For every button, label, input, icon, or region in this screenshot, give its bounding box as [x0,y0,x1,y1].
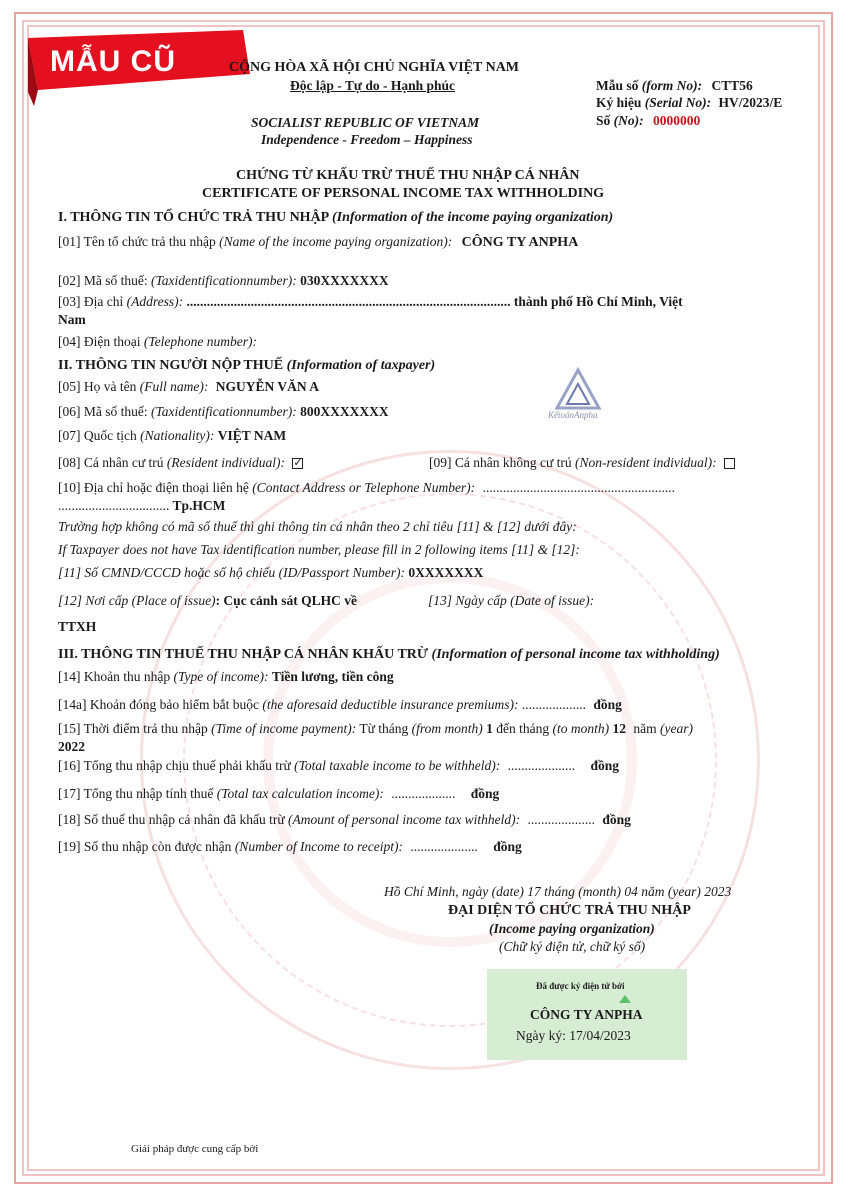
section-3-title: III. THÔNG TIN THUẾ THU NHẬP CÁ NHÂN KHẤU TRỪ [58,647,429,662]
field-14a-dots: ................... [521,697,587,712]
form-number-value: CTT56 [711,78,753,93]
section-3-title-en: (Information of personal income tax withholding) [431,647,720,662]
field-07-label: [07] Quốc tịch [58,428,141,443]
field-06-label-en: (Taxidentificationnumber): [150,404,297,419]
field-02 [58,272,389,289]
signature-box-date: Ngày ký: 17/04/2023 [516,1028,631,1043]
field-14a-label: [14a] Khoản đóng bảo hiểm bắt buộc [58,697,263,712]
field-18 [58,811,631,828]
anpha-logo-icon [553,366,603,416]
motto-vn: Độc lập - Tự do - Hạnh phúc [290,78,456,93]
serial-number [596,94,782,111]
section-3-heading [58,646,720,663]
field-19-label: [19] Số thu nhập còn được nhận [58,839,235,854]
field-12 [58,592,357,609]
section-2-title: II. THÔNG TIN NGƯỜI NỘP THUẾ [58,358,284,373]
signature-box-company: CÔNG TY ANPHA [530,1007,643,1022]
field-16-dots: .................... [507,758,576,773]
field-17-currency: đồng [470,786,500,801]
field-15-from-label-en: (from month) [411,721,483,736]
section-1-title: I. THÔNG TIN TỔ CHỨC TRẢ THU NHẬP [58,210,329,225]
field-10-dots-2: ................................. [58,498,170,513]
field-05-label-en: (Full name): [139,379,209,394]
title-en: CERTIFICATE OF PERSONAL INCOME TAX WITHHOLDING [202,186,605,201]
form-number-label-en: (form No): [641,78,703,93]
motto-en: Independence - Freedom – Happiness [261,132,473,147]
field-09-label-en: (Non-resident individual): [575,455,717,470]
field-02-label-en: (Taxidentificationnumber): [150,273,297,288]
field-06-value: 800XXXXXXX [300,404,389,419]
field-14a [58,696,622,713]
field-14a-label-en: (the aforesaid deductible insurance premiums): [262,697,519,712]
number-label: Số [596,113,614,128]
field-12-value: : Cục cảnh sát QLHC về [215,593,357,608]
signature-note: (Chữ ký điện tử, chữ ký số) [499,939,646,954]
field-17-dots: ................... [391,786,456,801]
field-15-year-value: 2022 [58,739,85,754]
field-10-line-2 [58,497,225,514]
note-vn: Trường hợp không có mã số thuế thì ghi thông tin cá nhân theo 2 chỉ tiêu [11] & [12] dưới đây: [58,519,577,534]
field-12-value-cont: TTXH [58,619,97,634]
field-16 [58,757,619,774]
field-09 [429,454,735,471]
field-14-label: [14] Khoản thu nhập [58,669,174,684]
form-number [596,77,753,94]
field-11-value: 0XXXXXXX [408,565,484,580]
field-16-currency: đồng [590,758,620,773]
field-19-label-en: (Number of Income to receipt): [234,839,404,854]
country-name-vn: CỘNG HÒA XÃ HỘI CHỦ NGHĨA VIỆT NAM [229,60,520,75]
footer-provider: Giải pháp được cung cấp bởi [131,1143,259,1155]
field-01-value: CÔNG TY ANPHA [461,235,579,250]
title-vn: CHỨNG TỪ KHẤU TRỪ THUẾ THU NHẬP CÁ NHÂN [236,168,580,183]
field-15-year-label: năm [633,721,661,736]
field-05-label: [05] Họ và tên [58,379,140,394]
non-resident-checkbox[interactable] [724,458,735,469]
field-06-label: [06] Mã số thuế: [58,404,151,419]
field-06 [58,403,389,420]
serial-label-en: (Serial No): [644,95,712,110]
field-08-label: [08] Cá nhân cư trú [58,455,167,470]
field-13: [13] Ngày cấp (Date of issue): [428,593,595,608]
field-03-label: [03] Địa chỉ [58,294,127,309]
field-16-label-en: (Total taxable income to be withheld): [294,758,501,773]
field-11 [58,564,483,581]
field-15-to-value: 12 [612,721,627,736]
field-11-label: [11] Số CMND/CCCD hoặc số hộ chiếu (ID/Passport Number): [58,565,405,580]
field-02-label: [02] Mã số thuế: [58,273,151,288]
field-10-value: Tp.HCM [172,498,226,513]
field-16-label: [16] Tổng thu nhập chịu thuế phải khấu trừ [58,758,295,773]
number-value: 0000000 [653,113,701,128]
field-08-label-en: (Resident individual): [166,455,286,470]
section-1-heading [58,209,613,226]
serial-value: HV/2023/E [718,95,783,110]
representative-vn: ĐẠI DIỆN TỔ CHỨC TRẢ THU NHẬP [448,903,691,918]
field-17-label-en: (Total tax calculation income): [216,786,384,801]
field-12-label: [12] Nơi cấp (Place of issue) [58,593,216,608]
field-14 [58,668,394,685]
resident-checkbox[interactable] [292,458,303,469]
form-number-label: Mẫu số [596,78,642,93]
field-03-value: ................................................................................................ thành phố Hồ Chí Minh, Việt [186,294,683,309]
serial-label: Ký hiệu [596,95,645,110]
representative-en: (Income paying organization) [489,921,655,936]
field-05-value: NGUYỄN VĂN A [215,379,319,394]
field-15-from-value: 1 [486,721,493,736]
field-10-label-en: (Contact Address or Telephone Number): [252,480,476,495]
field-18-label: [18] Số thuế thu nhập cá nhân đã khấu trừ [58,812,289,827]
field-07-value: VIỆT NAM [217,428,287,443]
field-02-value: 030XXXXXXX [300,273,389,288]
field-15-from-label: Từ tháng [356,721,412,736]
country-name-en: SOCIALIST REPUBLIC OF VIETNAM [251,115,480,130]
number-label-en: (No): [613,113,644,128]
document-number [596,112,700,129]
section-2-heading [58,357,435,374]
field-03-label-en: (Address): [126,294,184,309]
field-18-currency: đồng [602,812,631,827]
field-18-label-en: (Amount of personal income tax withheld): [288,812,521,827]
field-08 [58,454,303,471]
signature-date-line: Hồ Chí Minh, ngày (date) 17 tháng (month) 04 năm (year) 2023 [384,884,732,899]
field-09-label: [09] Cá nhân không cư trú [429,455,576,470]
field-03-value-cont: Nam [58,312,86,327]
logo-text: KếtoánAnpha [548,410,598,420]
field-15 [58,720,693,737]
field-19 [58,838,522,855]
field-15-to-label-en: (to month) [552,721,610,736]
section-1-title-en: (Information of the income paying organization) [331,210,614,225]
field-07 [58,427,286,444]
field-01 [58,233,578,251]
field-01-label-en: (Name of the income paying organization): [219,234,453,249]
field-15-to-label: đến tháng [492,721,553,736]
field-17-label: [17] Tổng thu nhập tính thuế [58,786,217,801]
field-04 [58,333,257,350]
field-14-label-en: (Type of income): [173,669,269,684]
field-10 [58,479,675,496]
section-2-title-en: (Information of taxpayer) [286,358,436,373]
field-14a-currency: đồng [593,697,622,712]
field-14-value: Tiền lương, tiền công [271,669,394,684]
field-18-dots: .................... [527,812,595,827]
field-19-dots: .................... [410,839,478,854]
field-15-label-en: (Time of income payment): [211,721,357,736]
field-10-label: [10] Địa chỉ hoặc điện thoại liên hệ [58,480,253,495]
signature-box-label: Đã được ký điện tử bởi [536,981,625,991]
field-15-year-label-en: (year) [660,721,693,736]
field-17 [58,785,499,802]
field-04-label-en: (Telephone number): [143,334,257,349]
field-03 [58,293,683,310]
field-19-currency: đồng [493,839,522,854]
field-04-label: [04] Điện thoại [58,334,144,349]
field-07-label-en: (Nationality): [140,428,215,443]
field-01-label: [01] Tên tổ chức trả thu nhập [58,234,220,249]
field-10-dots: ......................................................... [482,480,675,495]
note-en: If Taxpayer does not have Tax identification number, please fill in 2 following items [11] & [12]: [58,542,580,557]
signature-check-icon [619,995,631,1003]
field-05 [58,378,319,395]
old-template-label: MẪU CŨ [50,45,176,78]
field-15-label: [15] Thời điểm trả thu nhập [58,721,212,736]
